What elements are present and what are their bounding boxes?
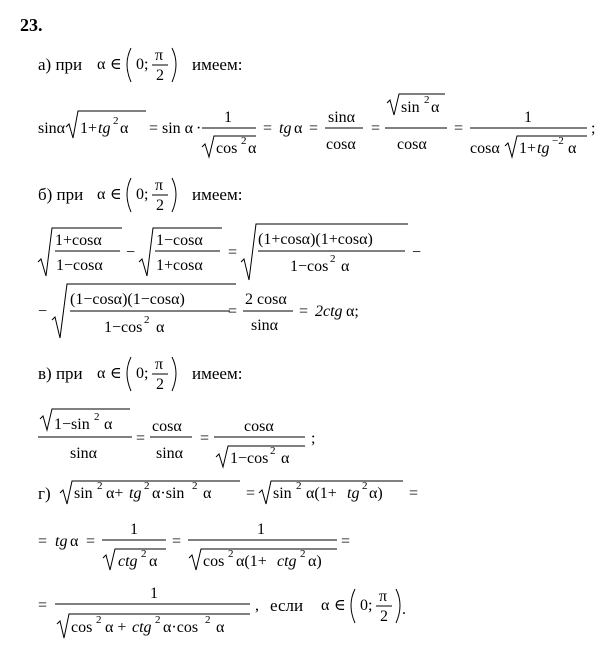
svg-text:sinα: sinα: [38, 120, 66, 137]
svg-text:α: α: [149, 553, 158, 570]
svg-text:=: =: [409, 485, 419, 502]
svg-text:2: 2: [241, 135, 247, 147]
svg-text:cos: cos: [71, 619, 93, 636]
svg-text:α): α): [308, 553, 322, 570]
svg-text:∈: ∈: [334, 597, 346, 614]
svg-text:α: α: [70, 533, 79, 550]
svg-text:1−cos: 1−cos: [104, 319, 143, 336]
svg-text:1: 1: [524, 109, 532, 126]
svg-text:1+: 1+: [80, 120, 98, 137]
svg-text:sin α: sin α: [162, 120, 194, 137]
svg-text:∈: ∈: [110, 186, 122, 203]
svg-text:−: −: [38, 303, 48, 320]
svg-text:α;: α;: [346, 303, 359, 320]
svg-text:∈: ∈: [110, 365, 122, 382]
svg-text:π: π: [155, 356, 164, 373]
svg-text:tg: tg: [129, 485, 142, 502]
svg-text:=: =: [341, 533, 351, 550]
svg-text:1: 1: [130, 521, 138, 538]
svg-text:=: =: [172, 533, 182, 550]
svg-text:2: 2: [300, 548, 306, 560]
svg-text:cos: cos: [216, 140, 238, 157]
svg-text:π: π: [155, 47, 164, 64]
svg-text:=: =: [228, 244, 238, 261]
svg-text:1+: 1+: [519, 140, 537, 157]
svg-text:2: 2: [96, 614, 102, 626]
svg-text:cosα: cosα: [470, 140, 500, 157]
svg-text:=: =: [299, 303, 309, 320]
svg-text:ctg: ctg: [118, 553, 138, 570]
svg-text:cosα: cosα: [152, 418, 182, 435]
svg-text:1: 1: [150, 585, 158, 602]
svg-text:α +: α +: [105, 619, 127, 636]
svg-text:2: 2: [156, 67, 164, 84]
svg-text:ctg: ctg: [132, 619, 152, 636]
svg-text:=: =: [246, 485, 256, 502]
part-a-says: имеем:: [192, 55, 243, 74]
problem-number: 23.: [20, 15, 43, 35]
svg-text:.: .: [402, 601, 406, 618]
svg-text:sinα: sinα: [70, 445, 98, 462]
svg-text:2: 2: [424, 94, 430, 106]
svg-text:0;: 0;: [136, 365, 149, 382]
svg-text:∈: ∈: [110, 56, 122, 73]
svg-text:tg: tg: [279, 120, 292, 137]
svg-text:−2: −2: [552, 135, 564, 147]
svg-text:α: α: [294, 120, 303, 137]
part-v-label: в) при: [38, 364, 83, 383]
svg-text:0;: 0;: [360, 597, 373, 614]
svg-text:2: 2: [156, 197, 164, 214]
svg-text:2: 2: [270, 445, 276, 457]
svg-text:·: ·: [196, 120, 202, 137]
svg-text:2: 2: [97, 480, 103, 492]
svg-text:=: =: [86, 533, 96, 550]
svg-text:α(1+: α(1+: [236, 553, 267, 570]
svg-text:=: =: [228, 303, 238, 320]
svg-text:π: π: [155, 177, 164, 194]
svg-text:,: ,: [255, 597, 259, 614]
svg-text:2: 2: [144, 314, 150, 326]
svg-text:α: α: [104, 416, 113, 433]
svg-text:α: α: [431, 99, 440, 116]
svg-text:2: 2: [330, 253, 336, 265]
svg-text:cosα: cosα: [397, 136, 427, 153]
svg-text:=: =: [38, 597, 48, 614]
svg-text:cosα: cosα: [326, 136, 356, 153]
svg-text:1+cosα: 1+cosα: [55, 232, 102, 249]
svg-text:=: =: [454, 120, 464, 137]
svg-text:2ctg: 2ctg: [315, 303, 343, 320]
svg-text:α: α: [321, 597, 330, 614]
svg-text:;: ;: [311, 430, 316, 447]
svg-text:1−sin: 1−sin: [54, 416, 90, 433]
svg-text:α+: α+: [106, 485, 124, 502]
svg-text:2: 2: [155, 614, 161, 626]
part-g-if-label: если: [270, 596, 304, 615]
svg-text:sin: sin: [401, 99, 420, 116]
svg-text:α: α: [97, 56, 106, 73]
svg-text:2: 2: [205, 614, 211, 626]
svg-text:=: =: [136, 430, 146, 447]
svg-text:α: α: [248, 140, 257, 157]
svg-text:sinα: sinα: [251, 317, 279, 334]
svg-text:2: 2: [94, 411, 100, 423]
svg-text:;: ;: [591, 120, 596, 137]
svg-text:tg: tg: [98, 120, 111, 137]
svg-text:−: −: [412, 244, 422, 261]
svg-text:α: α: [216, 619, 225, 636]
part-v-says: имеем:: [192, 364, 243, 383]
svg-text:α: α: [203, 485, 212, 502]
svg-text:2: 2: [156, 376, 164, 393]
svg-text:1−cosα: 1−cosα: [56, 257, 103, 274]
svg-text:cos: cos: [203, 553, 225, 570]
svg-text:α: α: [341, 258, 350, 275]
svg-text:α): α): [369, 485, 383, 502]
svg-text:1+cosα: 1+cosα: [156, 257, 203, 274]
svg-text:1−cos: 1−cos: [290, 258, 329, 275]
svg-text:α: α: [120, 120, 129, 137]
svg-text:=: =: [371, 120, 381, 137]
svg-text:=: =: [309, 120, 319, 137]
svg-text:α·sin: α·sin: [152, 485, 185, 502]
svg-text:0;: 0;: [136, 56, 149, 73]
svg-text:0;: 0;: [136, 186, 149, 203]
svg-text:2: 2: [362, 480, 368, 492]
svg-text:2: 2: [228, 548, 234, 560]
svg-text:2: 2: [141, 548, 147, 560]
svg-text:2: 2: [296, 480, 302, 492]
svg-text:α: α: [156, 319, 165, 336]
svg-text:sinα: sinα: [328, 109, 356, 126]
svg-text:cosα: cosα: [244, 418, 274, 435]
svg-text:α·cos: α·cos: [163, 619, 199, 636]
svg-text:ctg: ctg: [277, 553, 297, 570]
part-b-says: имеем:: [192, 185, 243, 204]
svg-text:1−cos: 1−cos: [230, 450, 269, 467]
svg-text:sin: sin: [273, 485, 292, 502]
svg-text:tg: tg: [347, 485, 360, 502]
svg-text:1−cosα: 1−cosα: [156, 232, 203, 249]
svg-text:tg: tg: [55, 533, 68, 550]
svg-text:π: π: [379, 588, 388, 605]
svg-text:2: 2: [380, 608, 388, 625]
svg-text:2 cosα: 2 cosα: [245, 291, 287, 308]
svg-text:=: =: [200, 430, 210, 447]
svg-text:1: 1: [224, 109, 232, 126]
svg-text:1: 1: [257, 521, 265, 538]
svg-text:=: =: [263, 120, 273, 137]
part-b-label: б) при: [38, 185, 84, 204]
svg-text:(1−cosα)(1−cosα): (1−cosα)(1−cosα): [70, 291, 185, 308]
svg-text:α: α: [281, 450, 290, 467]
svg-text:α(1+: α(1+: [306, 485, 337, 502]
svg-text:2: 2: [192, 480, 198, 492]
svg-text:2: 2: [144, 480, 150, 492]
svg-text:=: =: [149, 120, 159, 137]
svg-text:sin: sin: [74, 485, 93, 502]
part-a-label: а) при: [38, 55, 83, 74]
svg-text:−: −: [126, 244, 136, 261]
svg-text:sinα: sinα: [156, 445, 184, 462]
svg-text:α: α: [568, 140, 577, 157]
svg-text:tg: tg: [537, 140, 550, 157]
svg-text:=: =: [38, 533, 48, 550]
part-g-label: г): [38, 484, 51, 503]
svg-text:α: α: [97, 186, 106, 203]
svg-text:(1+cosα)(1+cosα): (1+cosα)(1+cosα): [258, 231, 373, 248]
svg-text:2: 2: [113, 115, 119, 127]
svg-text:α: α: [97, 365, 106, 382]
